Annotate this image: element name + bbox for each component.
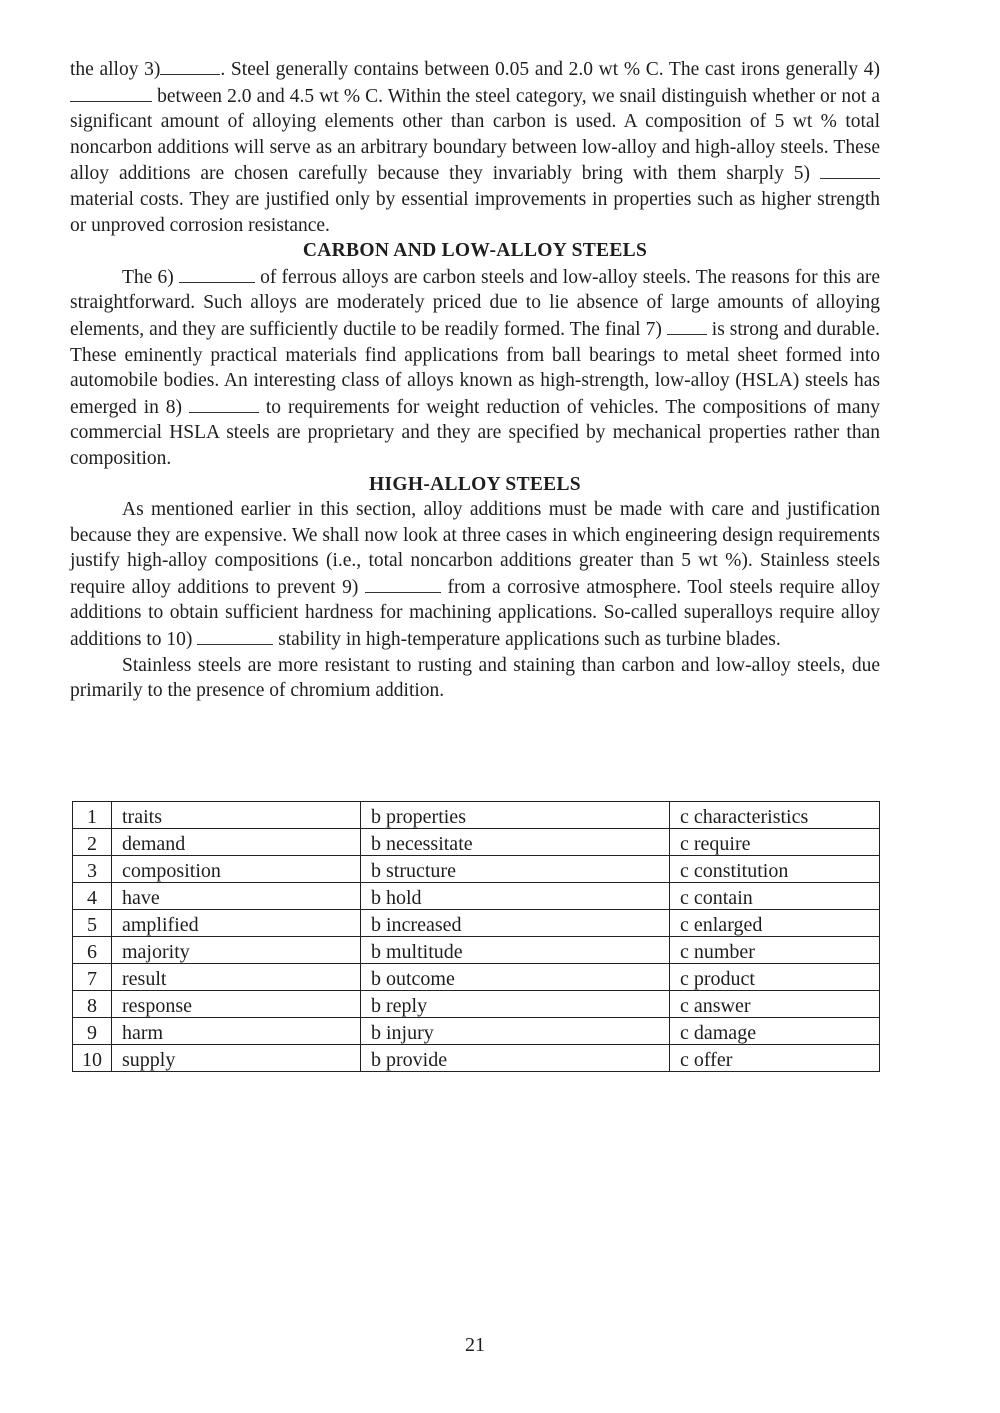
option-c: c number bbox=[670, 937, 880, 964]
option-c: c enlarged bbox=[670, 910, 880, 937]
row-number: 10 bbox=[73, 1045, 112, 1072]
option-b: b hold bbox=[361, 883, 670, 910]
option-a: majority bbox=[112, 937, 361, 964]
paragraph-4: Stainless steels are more resistant to rusting and staining than carbon and low-alloy steels, due primarily to the presence of chromium addition. bbox=[70, 654, 880, 702]
blank-7 bbox=[667, 316, 707, 335]
option-b: b increased bbox=[361, 910, 670, 937]
blank-4 bbox=[70, 83, 152, 102]
row-number: 1 bbox=[73, 802, 112, 829]
option-c: c contain bbox=[670, 883, 880, 910]
option-a: supply bbox=[112, 1045, 361, 1072]
row-number: 9 bbox=[73, 1018, 112, 1045]
row-number: 7 bbox=[73, 964, 112, 991]
option-b: b injury bbox=[361, 1018, 670, 1045]
option-b: b multitude bbox=[361, 937, 670, 964]
paragraph-2: The 6) of ferrous alloys are carbon steels and low-alloy steels. The reasons for this are straightforward. Such alloys are moderately priced due to lie absence of large amounts of alloying elements, and they are sufficiently ductile to be readily formed. The final 7) is strong and durable. These eminently practical materials find applications from ball bearings to metal sheet formed into automobile bodies. An interesting class of alloys known as high-strength, low-alloy (HSLA) steels has emerged in 8) to requirements for weight reduction of vehicles. The compositions of many commercial HSLA steels are proprietary and they are specified by mechanical properties rather than composition. bbox=[70, 264, 880, 472]
paragraph-3: As mentioned earlier in this section, alloy additions must be made with care and justification because they are expensive. We shall now look at three cases in which engineering design requirements justify high-alloy compositions (i.e., total noncarbon additions greater than 5 wt %). Stainless steels require alloy additions to prevent 9) from a corrosive atmosphere. Tool steels require alloy additions to obtain sufficient hardness for machining applications. So-called superalloys require alloy additions to 10) stability in high-temperature applications such as turbine blades. bbox=[70, 499, 881, 651]
blank-9 bbox=[365, 574, 441, 593]
heading-carbon-low-alloy: CARBON AND LOW-ALLOY STEELS bbox=[302, 240, 648, 262]
vocabulary-table bbox=[72, 801, 880, 1072]
option-c: c require bbox=[670, 829, 880, 856]
table-row bbox=[73, 1045, 880, 1072]
table-row bbox=[73, 991, 880, 1018]
row-number: 8 bbox=[73, 991, 112, 1018]
option-b: b provide bbox=[361, 1045, 670, 1072]
option-b: b structure bbox=[361, 856, 670, 883]
row-number: 5 bbox=[73, 910, 112, 937]
row-number: 3 bbox=[73, 856, 112, 883]
page-number: 21 bbox=[465, 1334, 485, 1356]
table-row bbox=[73, 802, 880, 829]
table-row bbox=[73, 883, 880, 910]
option-a: response bbox=[112, 991, 361, 1018]
option-c: c product bbox=[670, 964, 880, 991]
row-number: 6 bbox=[73, 937, 112, 964]
table-row bbox=[73, 1018, 880, 1045]
option-a: traits bbox=[112, 802, 361, 829]
table-row bbox=[73, 829, 880, 856]
table-row bbox=[73, 964, 880, 991]
blank-6 bbox=[179, 264, 255, 283]
option-c: c answer bbox=[670, 991, 880, 1018]
option-b: b reply bbox=[361, 991, 670, 1018]
row-number: 2 bbox=[73, 829, 112, 856]
heading-high-alloy: HIGH-ALLOY STEELS bbox=[369, 473, 581, 495]
blank-10 bbox=[197, 626, 273, 645]
blank-3 bbox=[160, 56, 220, 75]
blank-5 bbox=[820, 160, 880, 179]
option-a: amplified bbox=[112, 910, 361, 937]
page-body bbox=[70, 56, 880, 704]
option-c: c constitution bbox=[670, 856, 880, 883]
option-a: result bbox=[112, 964, 361, 991]
option-a: have bbox=[112, 883, 361, 910]
option-c: c characteristics bbox=[670, 802, 880, 829]
option-a: harm bbox=[112, 1018, 361, 1045]
option-c: c offer bbox=[670, 1045, 880, 1072]
option-b: b outcome bbox=[361, 964, 670, 991]
option-a: composition bbox=[112, 856, 361, 883]
table-row bbox=[73, 910, 880, 937]
blank-8 bbox=[189, 394, 259, 413]
table-row bbox=[73, 937, 880, 964]
option-b: b properties bbox=[361, 802, 670, 829]
row-number: 4 bbox=[73, 883, 112, 910]
option-a: demand bbox=[112, 829, 361, 856]
option-c: c damage bbox=[670, 1018, 880, 1045]
table-row bbox=[73, 856, 880, 883]
paragraph-1: the alloy 3) . Steel generally contains between 0.05 and 2.0 wt % C. The cast irons generally 4) between 2.0 and 4.5 wt % C. Within the steel category, we snail distinguish whether or not a significant amount of alloying elements other than carbon is used. A composition of 5 wt % total noncarbon additions will serve as an arbitrary boundary between low-alloy and high-alloy steels. These alloy additions are chosen carefully because they invariably bring with them sharply 5) material costs. They are justified only by essential improvements in properties such as higher strength or unproved corrosion resistance. bbox=[70, 56, 880, 238]
option-b: b necessitate bbox=[361, 829, 670, 856]
